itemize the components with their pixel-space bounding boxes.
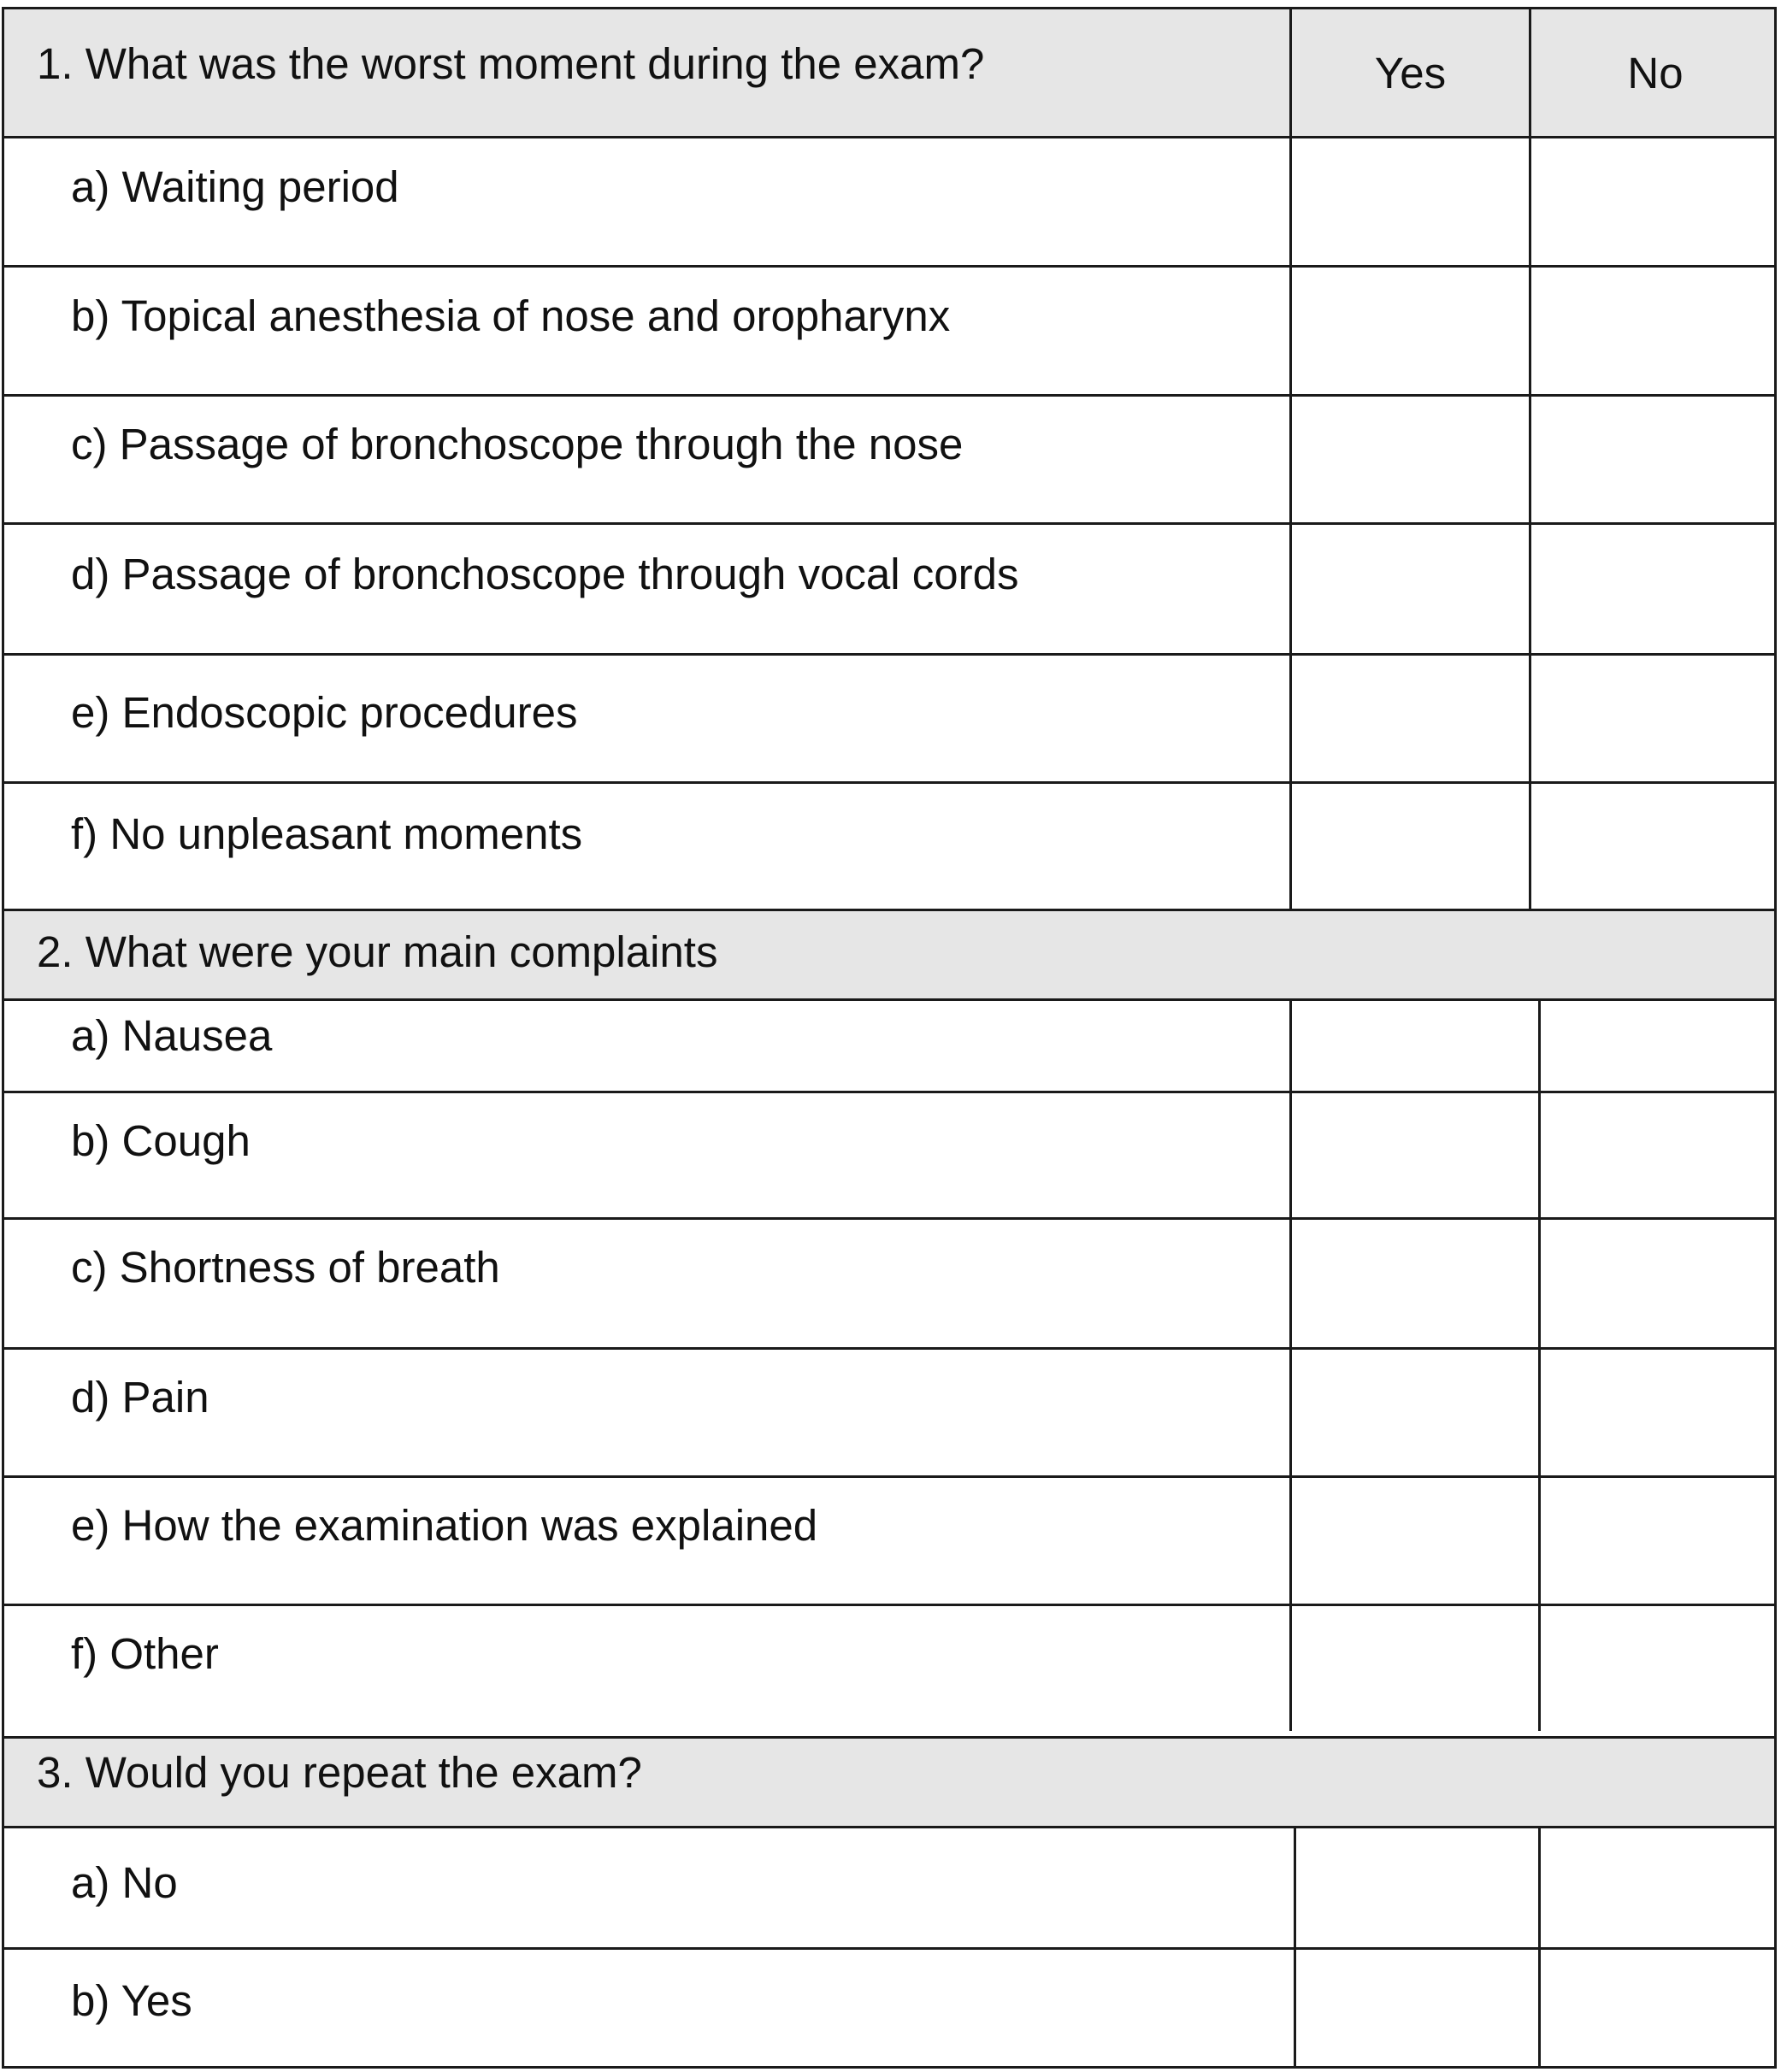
no-checkbox-cell[interactable] bbox=[1529, 525, 1777, 653]
option-label: a) Nausea bbox=[71, 1011, 273, 1060]
question-2-option-row bbox=[4, 1001, 1774, 1093]
option-label: f) Other bbox=[71, 1628, 219, 1678]
question-1-option-row bbox=[4, 656, 1774, 784]
question-2-option-row bbox=[4, 1220, 1774, 1350]
option-label: b) Cough bbox=[71, 1116, 251, 1165]
option-label: a) No bbox=[71, 1858, 178, 1907]
question-2-option-row bbox=[4, 1606, 1774, 1739]
question-2-header-row bbox=[4, 911, 1774, 1001]
option-label: f) No unpleasant moments bbox=[71, 809, 583, 858]
no-checkbox-cell[interactable] bbox=[1529, 784, 1777, 909]
yes-checkbox-cell[interactable] bbox=[1289, 525, 1529, 653]
question-3-option-row bbox=[4, 1950, 1774, 2069]
question-2-option-row bbox=[4, 1478, 1774, 1606]
question-2-option-row bbox=[4, 1093, 1774, 1220]
question-3-header-row bbox=[4, 1739, 1774, 1828]
option-label: a) Waiting period bbox=[71, 162, 399, 211]
no-checkbox-cell[interactable] bbox=[1538, 1093, 1777, 1217]
no-column-header: No bbox=[1529, 9, 1777, 136]
yes-checkbox-cell[interactable] bbox=[1289, 397, 1529, 522]
no-checkbox-cell[interactable] bbox=[1538, 1220, 1777, 1347]
question-3-title: 3. Would you repeat the exam? bbox=[37, 1747, 642, 1797]
question-1-header-row bbox=[4, 9, 1774, 138]
question-2-title: 2. What were your main complaints bbox=[37, 927, 718, 976]
yes-checkbox-cell[interactable] bbox=[1289, 1220, 1538, 1347]
no-checkbox-cell[interactable] bbox=[1529, 138, 1777, 265]
yes-checkbox-cell[interactable] bbox=[1289, 138, 1529, 265]
option-label: e) Endoscopic procedures bbox=[71, 688, 578, 737]
yes-column-header: Yes bbox=[1289, 9, 1529, 136]
no-checkbox-cell[interactable] bbox=[1529, 397, 1777, 522]
option-label: c) Shortness of breath bbox=[71, 1243, 500, 1292]
yes-checkbox-cell[interactable] bbox=[1289, 784, 1529, 909]
yes-checkbox-cell[interactable] bbox=[1289, 268, 1529, 394]
question-1-option-row bbox=[4, 138, 1774, 268]
option-label: d) Pain bbox=[71, 1373, 209, 1422]
yes-checkbox-cell[interactable] bbox=[1289, 1606, 1538, 1731]
question-1-option-row bbox=[4, 268, 1774, 397]
question-3-option-row bbox=[4, 1828, 1774, 1950]
question-1-title: 1. What was the worst moment during the exam? bbox=[37, 39, 985, 88]
option-label: d) Passage of bronchoscope through vocal cords bbox=[71, 549, 1019, 598]
option-label: c) Passage of bronchoscope through the nose bbox=[71, 420, 964, 468]
question-1-option-row bbox=[4, 397, 1774, 525]
question-1-option-row bbox=[4, 784, 1774, 911]
bronchoscopy-questionnaire-table bbox=[2, 7, 1777, 2069]
yes-checkbox-cell[interactable] bbox=[1289, 1478, 1538, 1604]
no-checkbox-cell[interactable] bbox=[1529, 268, 1777, 394]
yes-checkbox-cell[interactable] bbox=[1294, 1828, 1538, 1947]
option-label: b) Topical anesthesia of nose and oropharynx bbox=[71, 291, 951, 340]
no-checkbox-cell[interactable] bbox=[1538, 1350, 1777, 1475]
no-checkbox-cell[interactable] bbox=[1538, 1828, 1777, 1947]
no-checkbox-cell[interactable] bbox=[1538, 1606, 1777, 1731]
yes-checkbox-cell[interactable] bbox=[1289, 1350, 1538, 1475]
question-2-option-row bbox=[4, 1350, 1774, 1478]
option-label: e) How the examination was explained bbox=[71, 1501, 818, 1550]
yes-checkbox-cell[interactable] bbox=[1289, 656, 1529, 781]
yes-checkbox-cell[interactable] bbox=[1289, 1001, 1538, 1091]
no-checkbox-cell[interactable] bbox=[1538, 1478, 1777, 1604]
question-1-option-row bbox=[4, 525, 1774, 656]
yes-checkbox-cell[interactable] bbox=[1289, 1093, 1538, 1217]
no-checkbox-cell[interactable] bbox=[1538, 1001, 1777, 1091]
option-label: b) Yes bbox=[71, 1975, 192, 2025]
no-checkbox-cell[interactable] bbox=[1538, 1950, 1777, 2069]
yes-checkbox-cell[interactable] bbox=[1294, 1950, 1538, 2069]
no-checkbox-cell[interactable] bbox=[1529, 656, 1777, 781]
